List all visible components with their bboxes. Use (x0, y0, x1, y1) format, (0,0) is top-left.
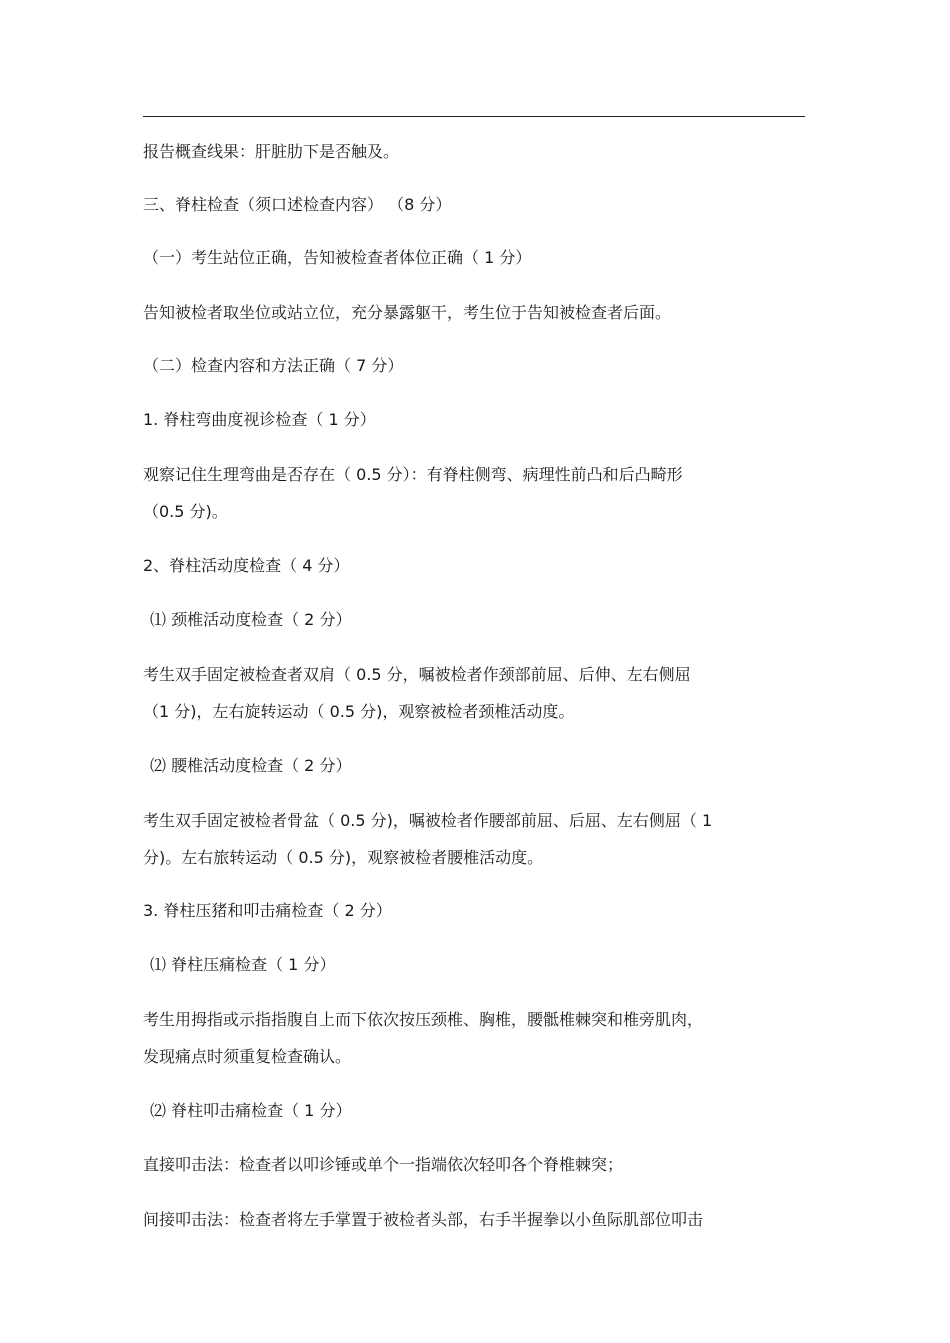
section-heading: 三、脊柱检查（须口述检查内容） （8 分） (143, 195, 452, 214)
text-line: 观察记住生理弯曲是否存在（ 0.5 分）：有脊柱侧弯、病理性前凸和后凸畸形 (143, 465, 683, 484)
text-line: 告知被检者取坐位或站立位，充分暴露躯干，考生位于告知被检查者后面。 (143, 303, 672, 322)
text-line: 考生用拇指或示指指腹自上而下依次按压颈椎、胸椎，腰骶椎棘突和椎旁肌肉， (143, 1010, 704, 1029)
subitem-heading: ⑵ 腰椎活动度检查（ 2 分） (150, 756, 352, 775)
subitem-heading: ⑴ 脊柱压痛检查（ 1 分） (150, 955, 336, 974)
text-line: 考生双手固定被检查者双肩（ 0.5 分，嘱被检者作颈部前屈、后伸、左右侧屈 (143, 665, 691, 684)
item-heading: 3. 脊柱压猪和叩击痛检查（ 2 分） (143, 901, 392, 920)
text-line: 报告概查线果：肝脏肋下是否触及。 (143, 142, 400, 161)
text-line: 发现痛点时须重复检查确认。 (143, 1047, 352, 1066)
text-line: 分)。左右旅转运动（ 0.5 分)，观察被检者腰椎活动度。 (143, 848, 544, 867)
item-heading: 2、脊柱活动度检查（ 4 分） (143, 556, 350, 575)
text-line: （0.5 分)。 (143, 502, 228, 521)
subitem-heading: ⑴ 颈椎活动度检查（ 2 分） (150, 610, 352, 629)
header-rule (143, 116, 805, 117)
item-heading: 1. 脊柱弯曲度视诊检查（ 1 分） (143, 410, 376, 429)
text-line: 直接叩击法：检查者以叩诊锤或单个一指端依次轻叩各个脊椎棘突； (143, 1155, 624, 1174)
subsection-heading: （二）检查内容和方法正确（ 7 分） (143, 356, 404, 375)
text-line: 考生双手固定被检者骨盆（ 0.5 分)，嘱被检者作腰部前屈、后屈、左右侧屈（ 1 (143, 811, 713, 830)
subsection-heading: （一）考生站位正确，告知被检查者体位正确（ 1 分） (143, 248, 532, 267)
text-line: （1 分)，左右旋转运动（ 0.5 分)，观察被检者颈椎活动度。 (143, 702, 575, 721)
subitem-heading: ⑵ 脊柱叩击痛检查（ 1 分） (150, 1101, 352, 1120)
text-line: 间接叩击法：检查者将左手掌置于被检者头部，右手半握拳以小鱼际肌部位叩击 (143, 1210, 704, 1229)
